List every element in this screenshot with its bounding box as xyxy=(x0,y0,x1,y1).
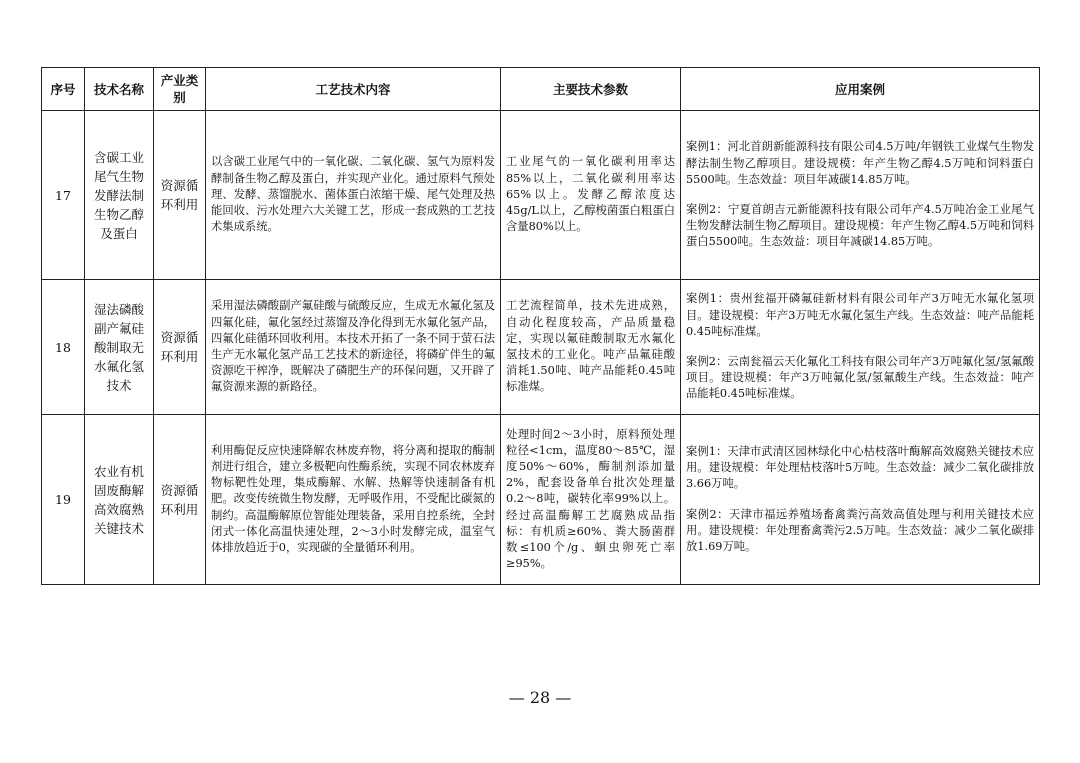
table-row xyxy=(42,111,1040,280)
process-content: 以含碳工业尾气中的一氧化碳、二氧化碳、氢气为原料发酵制备生物乙醇及蛋白，并实现产业化。通过原料气预处理、发酵、蒸馏脱水、菌体蛋白浓缩干燥、尾气处理及热能回收、污水处理六大关键工艺，形成一套成熟的工艺技术集成系统。 xyxy=(206,111,501,280)
industry-category: 资源循环利用 xyxy=(154,280,206,415)
case-1: 案例1：天津市武清区园林绿化中心枯枝落叶酶解高效腐熟关键技术应用。建设规模：年处理枯枝落叶5万吨。生态效益：减少二氧化碳排放3.66万吨。 xyxy=(686,444,1034,491)
application-cases xyxy=(681,280,1040,415)
header-process: 工艺技术内容 xyxy=(206,68,501,111)
tech-name: 湿法磷酸副产氟硅酸制取无水氟化氢技术 xyxy=(85,280,154,415)
header-tech-name: 技术名称 xyxy=(85,68,154,111)
header-index: 序号 xyxy=(42,68,85,111)
case-2: 案例2：宁夏首朗吉元新能源科技有限公司年产4.5万吨冶金工业尾气生物发酵法制生物乙醇项目。建设规模：年产生物乙醇4.5万吨和饲料蛋白5500吨。生态效益：项目年减碳14.85万吨。 xyxy=(686,203,1034,249)
row-index: 19 xyxy=(42,415,85,585)
industry-category: 资源循环利用 xyxy=(154,111,206,280)
technology-table xyxy=(41,67,1040,585)
row-index: 17 xyxy=(42,111,85,280)
table-header-row xyxy=(42,68,1040,111)
process-content: 利用酶促反应快速降解农林废弃物，将分离和提取的酶制剂进行组合，建立多极靶向性酶系统，实现不同农林废弃物标靶性处理，集成酶解、水解、热解等快速制备有机肥。改变传统微生物发酵，无呼吸作用，不受配比碳氮的制约。高温酶解原位智能处理装备，采用自控系统，全封闭式一体化高温快速处理，2～3小时发酵完成，温室气体排放趋近于0，实现碳的全量循环利用。 xyxy=(206,415,501,585)
case-2: 案例2：云南瓮福云天化氟化工科技有限公司年产3万吨氟化氢/氢氟酸项目。建设规模：年产3万吨氟化氢/氢氟酸生产线。生态效益：吨产品能耗0.45吨标准煤。 xyxy=(686,355,1034,401)
process-content: 采用湿法磷酸副产氟硅酸与硫酸反应，生成无水氟化氢及四氟化硅，氟化氢经过蒸馏及净化得到无水氟化氢产品，四氟化硅循环回收利用。本技术开拓了一条不同于萤石法生产无水氟化氢产品工艺技术的新途径，将磷矿伴生的氟资源吃干榨净，既解决了磷肥生产的环保问题，又开辟了氟资源来源的新路径。 xyxy=(206,280,501,415)
application-cases xyxy=(681,415,1040,585)
case-separator xyxy=(686,340,1034,354)
main-params: 工艺流程简单，技术先进成熟，自动化程度较高，产品质量稳定，实现以氟硅酸制取无水氟化氢技术的工业化。吨产品氟硅酸消耗1.50吨、吨产品能耗0.45吨标准煤。 xyxy=(501,280,681,415)
case-2: 案例2：天津市福远养殖场畜禽粪污高效高值处理与利用关键技术应用。建设规模：年处理畜禽粪污2.5万吨。生态效益：减少二氧化碳排放1.69万吨。 xyxy=(686,507,1034,553)
table-row xyxy=(42,415,1040,585)
case-separator xyxy=(686,188,1034,202)
main-params: 处理时间2～3小时，原料预处理粒径<1cm，温度80～85℃，湿度50%～60%，酶制剂添加量2%，配套设备单台批次处理量0.2～8吨，碳转化率99%以上。经过高温酶解工艺腐熟成品指标：有机质≥60%、粪大肠菌群数≤100个/g、蛔虫卵死亡率≥95%。 xyxy=(501,415,681,585)
header-cases: 应用案例 xyxy=(681,68,1040,111)
main-params: 工业尾气的一氧化碳利用率达85%以上，二氧化碳利用率达65%以上。发酵乙醇浓度达45g/L以上，乙醇梭菌蛋白粗蛋白含量80%以上。 xyxy=(501,111,681,280)
case-1: 案例1：贵州瓮福开磷氟硅新材料有限公司年产3万吨无水氟化氢项目。建设规模：年产3万吨无水氟化氢生产线。生态效益：吨产品能耗0.45吨标准煤。 xyxy=(686,292,1034,338)
table-row xyxy=(42,280,1040,415)
header-category: 产业类别 xyxy=(154,68,206,111)
row-index: 18 xyxy=(42,280,85,415)
industry-category: 资源循环利用 xyxy=(154,415,206,585)
page-number: — 28 — xyxy=(508,688,572,707)
tech-name: 含碳工业尾气生物发酵法制生物乙醇及蛋白 xyxy=(85,111,154,280)
case-1: 案例1：河北首朗新能源科技有限公司4.5万吨/年钢铁工业煤气生物发酵法制生物乙醇项目。建设规模：年产生物乙醇4.5万吨和饲料蛋白5500吨。生态效益：项目年减碳14.85万吨。 xyxy=(686,140,1034,186)
header-params: 主要技术参数 xyxy=(501,68,681,111)
tech-name: 农业有机固废酶解高效腐熟关键技术 xyxy=(85,415,154,585)
case-separator xyxy=(686,493,1034,507)
application-cases xyxy=(681,111,1040,280)
